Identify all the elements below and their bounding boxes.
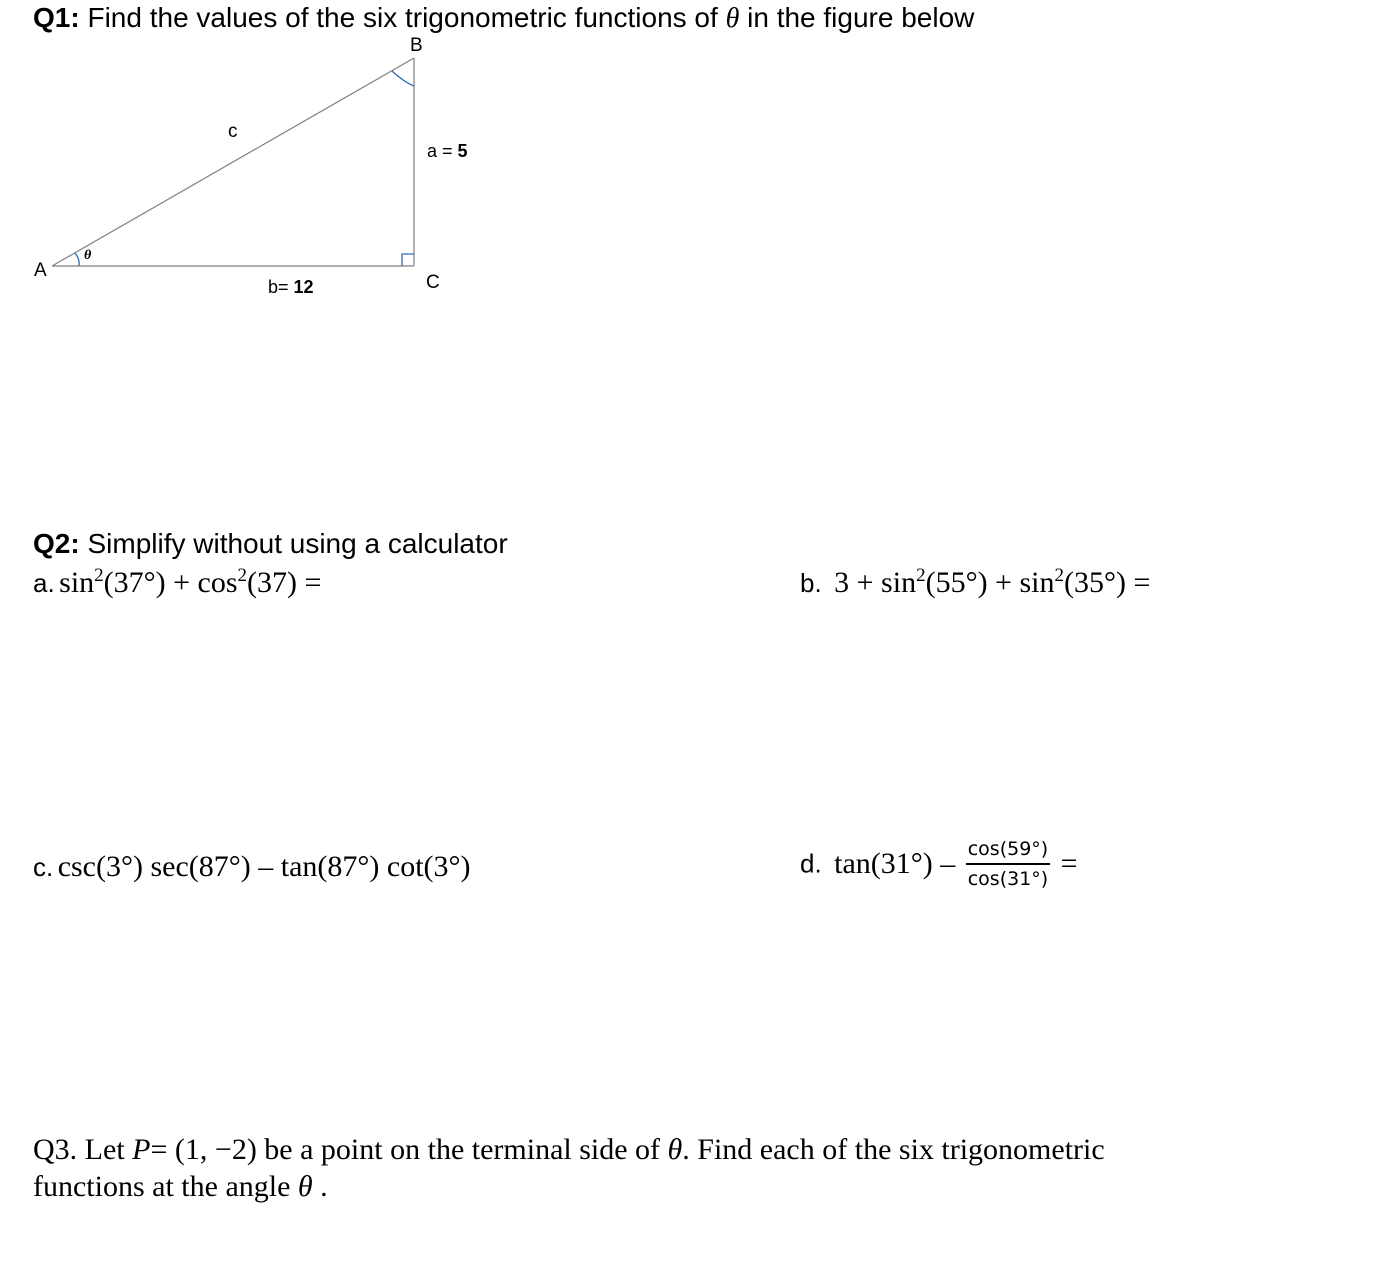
q2-b-expression: $3 + \sin^2(55^\circ) + \sin^2(35^\circ)$ = — [834, 565, 1151, 599]
q2-d-fraction — [966, 838, 1050, 890]
side-b-label: b= 12 — [268, 277, 314, 297]
q1-number: Q1: — [33, 2, 80, 33]
q1-text: Find the values of the six trigonometric functions of — [87, 2, 718, 33]
triangle-figure — [0, 0, 1386, 320]
q3-theta: θ — [667, 1133, 683, 1166]
q2-c-label: c. — [33, 852, 54, 882]
q2-a-expression: $\sin^2(37^\circ) + \cos^2(37)$ = — [59, 565, 322, 599]
angle-b-arc — [392, 71, 414, 86]
vertex-a-label: A — [34, 260, 47, 281]
side-a-label: a = 5 — [427, 141, 468, 161]
side-c-label: c — [228, 121, 238, 142]
hypotenuse-c — [52, 58, 414, 266]
vertex-b-label: B — [410, 35, 423, 56]
q2-d-denominator: cos(31°) — [967, 868, 1049, 890]
q2-b-label: b. — [800, 568, 822, 598]
q2-text: Simplify without using a calculator — [87, 528, 508, 559]
vertex-c-label: C — [426, 272, 440, 293]
q2-part-c — [33, 850, 471, 884]
q2-part-b — [800, 565, 1150, 600]
q2-c-expression: csc(3°) sec(87°) – tan(87°) cot(3°) — [57, 850, 471, 883]
q2-d-label: d. — [800, 848, 822, 879]
angle-theta-label: θ — [84, 248, 92, 263]
q2-number: Q2: — [33, 528, 80, 559]
q2-a-label: a. — [33, 568, 55, 598]
q1-theta: θ — [725, 3, 740, 34]
q3-point-p: P — [132, 1133, 151, 1166]
right-angle-marker — [402, 254, 414, 266]
q2-part-a — [33, 565, 321, 600]
q2-part-d — [800, 838, 1078, 890]
angle-a-arc — [75, 253, 79, 266]
q3-line-2: functions at the angle θ . — [33, 1170, 328, 1203]
q1-text-after: in the figure below — [747, 2, 975, 33]
q3-line-1: Q3. Let P= (1, −2) be a point on the terminal side of θ. Find each of the six trigonometric — [33, 1133, 1105, 1166]
q2-d-equals: = — [1060, 847, 1078, 880]
q2-d-expression: tan(31°) – — [834, 847, 956, 880]
q3-theta-2: θ — [297, 1170, 313, 1203]
q3-number: Q3. — [33, 1133, 78, 1166]
q2-heading — [33, 528, 508, 560]
q2-d-numerator: cos(59°) — [966, 838, 1050, 865]
